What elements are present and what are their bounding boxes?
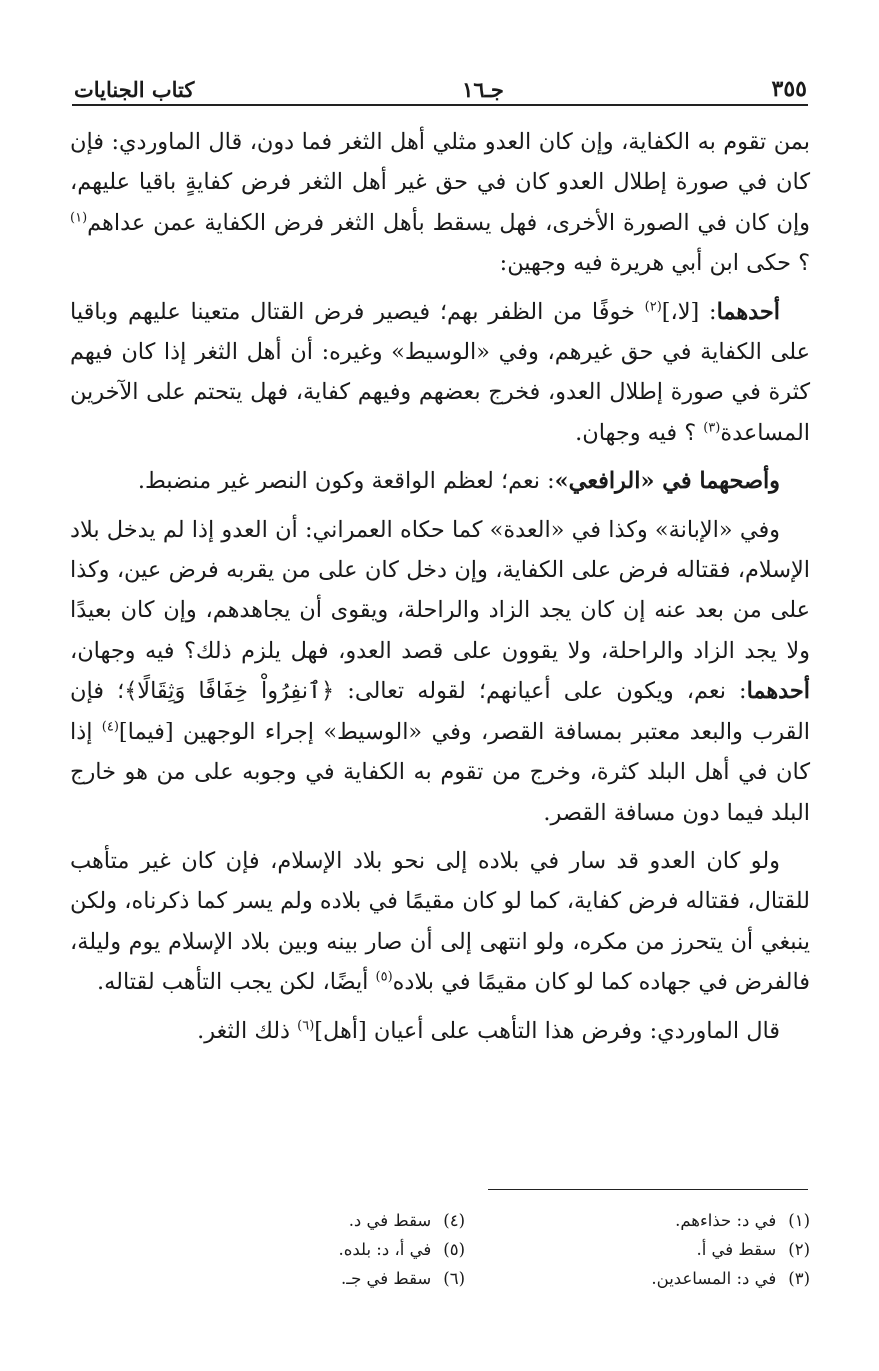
footnotes bbox=[150, 1206, 810, 1293]
text-run: ؟ حكى ابن أبي هريرة فيه وجهين: bbox=[499, 250, 810, 277]
bold-term: وأصحهما في «الرافعي» bbox=[554, 468, 780, 495]
text-run: بمن تقوم به الكفاية، وإن كان العدو مثلي أهل الثغر فما دون، قال الماوردي: فإن كان في صورة إطلال العدو كان في حق غير أهل الثغر فرض كفايةٍ باقيا عليهم، وإن كان في الصورة الأخرى، فهل يسقط بأهل الثغر فرض الكفاية عمن عداهم bbox=[70, 129, 810, 236]
footnote-text: سقط في أ. bbox=[696, 1240, 777, 1259]
paragraph-2 bbox=[70, 292, 810, 454]
paragraph-3 bbox=[70, 461, 810, 501]
paragraph-6 bbox=[70, 1011, 810, 1051]
paragraph-1 bbox=[70, 122, 810, 284]
text-run: أيضًا، لكن يجب التأهب لقتاله. bbox=[97, 969, 376, 996]
text-run: خوفًا من الظفر بهم؛ فيصير فرض القتال متعينا عليهم وباقيا على الكفاية في حق غيرهم، وفي «الوسيط» وغيره: أن أهل الثغر إذا كان فيهم كثرة في صورة إطلال العدو، فخرج بعضهم وفيهم كفاية، فهل يتحتم على الآخرين المساعدة bbox=[70, 298, 810, 446]
footnote-text: في د: المساعدين. bbox=[651, 1269, 777, 1288]
text-run: : نعم؛ لعظم الواقعة وكون النصر غير منضبط. bbox=[137, 468, 555, 495]
footnotes-column-left bbox=[150, 1206, 465, 1293]
text-run: وفي «الإبانة» وكذا في «العدة» كما حكاه العمراني: أن العدو إذا لم يدخل بلاد الإسلام، فقتاله فرض على الكفاية، وإن دخل كان على من يقربه فرض عين، وكذا على من بعد عنه إن كان يجد الزاد والراحلة، ويقوى أن يجاهدهم، وإن كان بعيدًا ولا يجد الزاد والراحلة، ولا يقوون على قصد العدو، فهل يلزم ذلك؟ فيه وجهان، bbox=[70, 516, 810, 664]
footnote-number: (٤) bbox=[443, 1211, 465, 1230]
footnote-text: سقط في د. bbox=[348, 1211, 432, 1230]
footnote-item bbox=[150, 1235, 465, 1264]
footnote-divider bbox=[488, 1189, 808, 1190]
footnote-ref-4[interactable]: (٤) bbox=[101, 719, 119, 735]
book-title: كتاب الجنايات bbox=[74, 77, 195, 102]
bold-term: أحدهما bbox=[716, 298, 780, 325]
footnote-ref-6[interactable]: (٦) bbox=[297, 1018, 315, 1034]
footnote-ref-3[interactable]: (٣) bbox=[703, 420, 721, 436]
footnote-number: (٥) bbox=[443, 1240, 465, 1259]
footnote-number: (٣) bbox=[788, 1269, 810, 1288]
text-run: قال الماوردي: وفرض هذا التأهب على أعيان [أهل] bbox=[314, 1017, 780, 1044]
paragraph-4 bbox=[70, 510, 810, 833]
footnote-text: في د: حذاءهم. bbox=[675, 1211, 777, 1230]
footnote-item bbox=[150, 1264, 465, 1293]
footnote-text: في أ، د: بلده. bbox=[338, 1240, 432, 1259]
footnote-ref-2[interactable]: (٢) bbox=[644, 299, 662, 315]
text-run: : نعم، ويكون على أعيانهم؛ لقوله تعالى: ﴿ٱنفِرُواْ خِفَافًا وَثِقَالًا﴾؛ فإن القرب والبعد معتبر بمسافة القصر، وفي «الوسيط» إجراء الوجهين [فيما] bbox=[70, 678, 810, 745]
footnote-ref-1[interactable]: (١) bbox=[70, 210, 88, 226]
footnote-item bbox=[465, 1206, 810, 1235]
footnote-ref-5[interactable]: (٥) bbox=[375, 969, 393, 985]
bold-term: أحدهما bbox=[746, 678, 810, 705]
footnotes-column-right bbox=[465, 1206, 810, 1293]
text-run: إذا كان في أهل البلد كثرة، وخرج من تقوم به الكفاية في وجوبه على من هو خارج البلد فيما دون مسافة القصر. bbox=[70, 718, 810, 826]
footnote-item bbox=[150, 1206, 465, 1235]
header-divider bbox=[72, 104, 808, 106]
footnote-number: (٦) bbox=[443, 1269, 465, 1288]
text-run: ولو كان العدو قد سار في بلاده إلى نحو بلاد الإسلام، فإن كان غير متأهب للقتال، فقتاله فرض كفاية، كما لو كان مقيمًا في بلاده ولم يسر كما ذكرناه، ولكن ينبغي أن يتحرز من مكره، ولو انتهى إلى أن صار بينه وبين بلاد الإسلام يوم وليلة، فالفرض في جهاده كما لو كان مقيمًا في بلاده bbox=[70, 847, 810, 996]
text-run: ذلك الثغر. bbox=[197, 1017, 298, 1044]
footnote-item bbox=[465, 1235, 810, 1264]
running-header bbox=[74, 62, 807, 102]
footnote-item bbox=[465, 1264, 810, 1293]
footnote-number: (٢) bbox=[788, 1240, 810, 1259]
paragraph-5 bbox=[70, 841, 810, 1003]
footnote-number: (١) bbox=[788, 1211, 810, 1230]
main-text bbox=[70, 122, 810, 1051]
footnote-text: سقط في جـ. bbox=[341, 1269, 432, 1288]
volume-number: جـ١٦ bbox=[462, 77, 504, 102]
text-run: : [لا،] bbox=[661, 298, 717, 325]
page-number: ٣٥٥ bbox=[771, 76, 807, 102]
text-run: ؟ فيه وجهان. bbox=[575, 419, 704, 446]
